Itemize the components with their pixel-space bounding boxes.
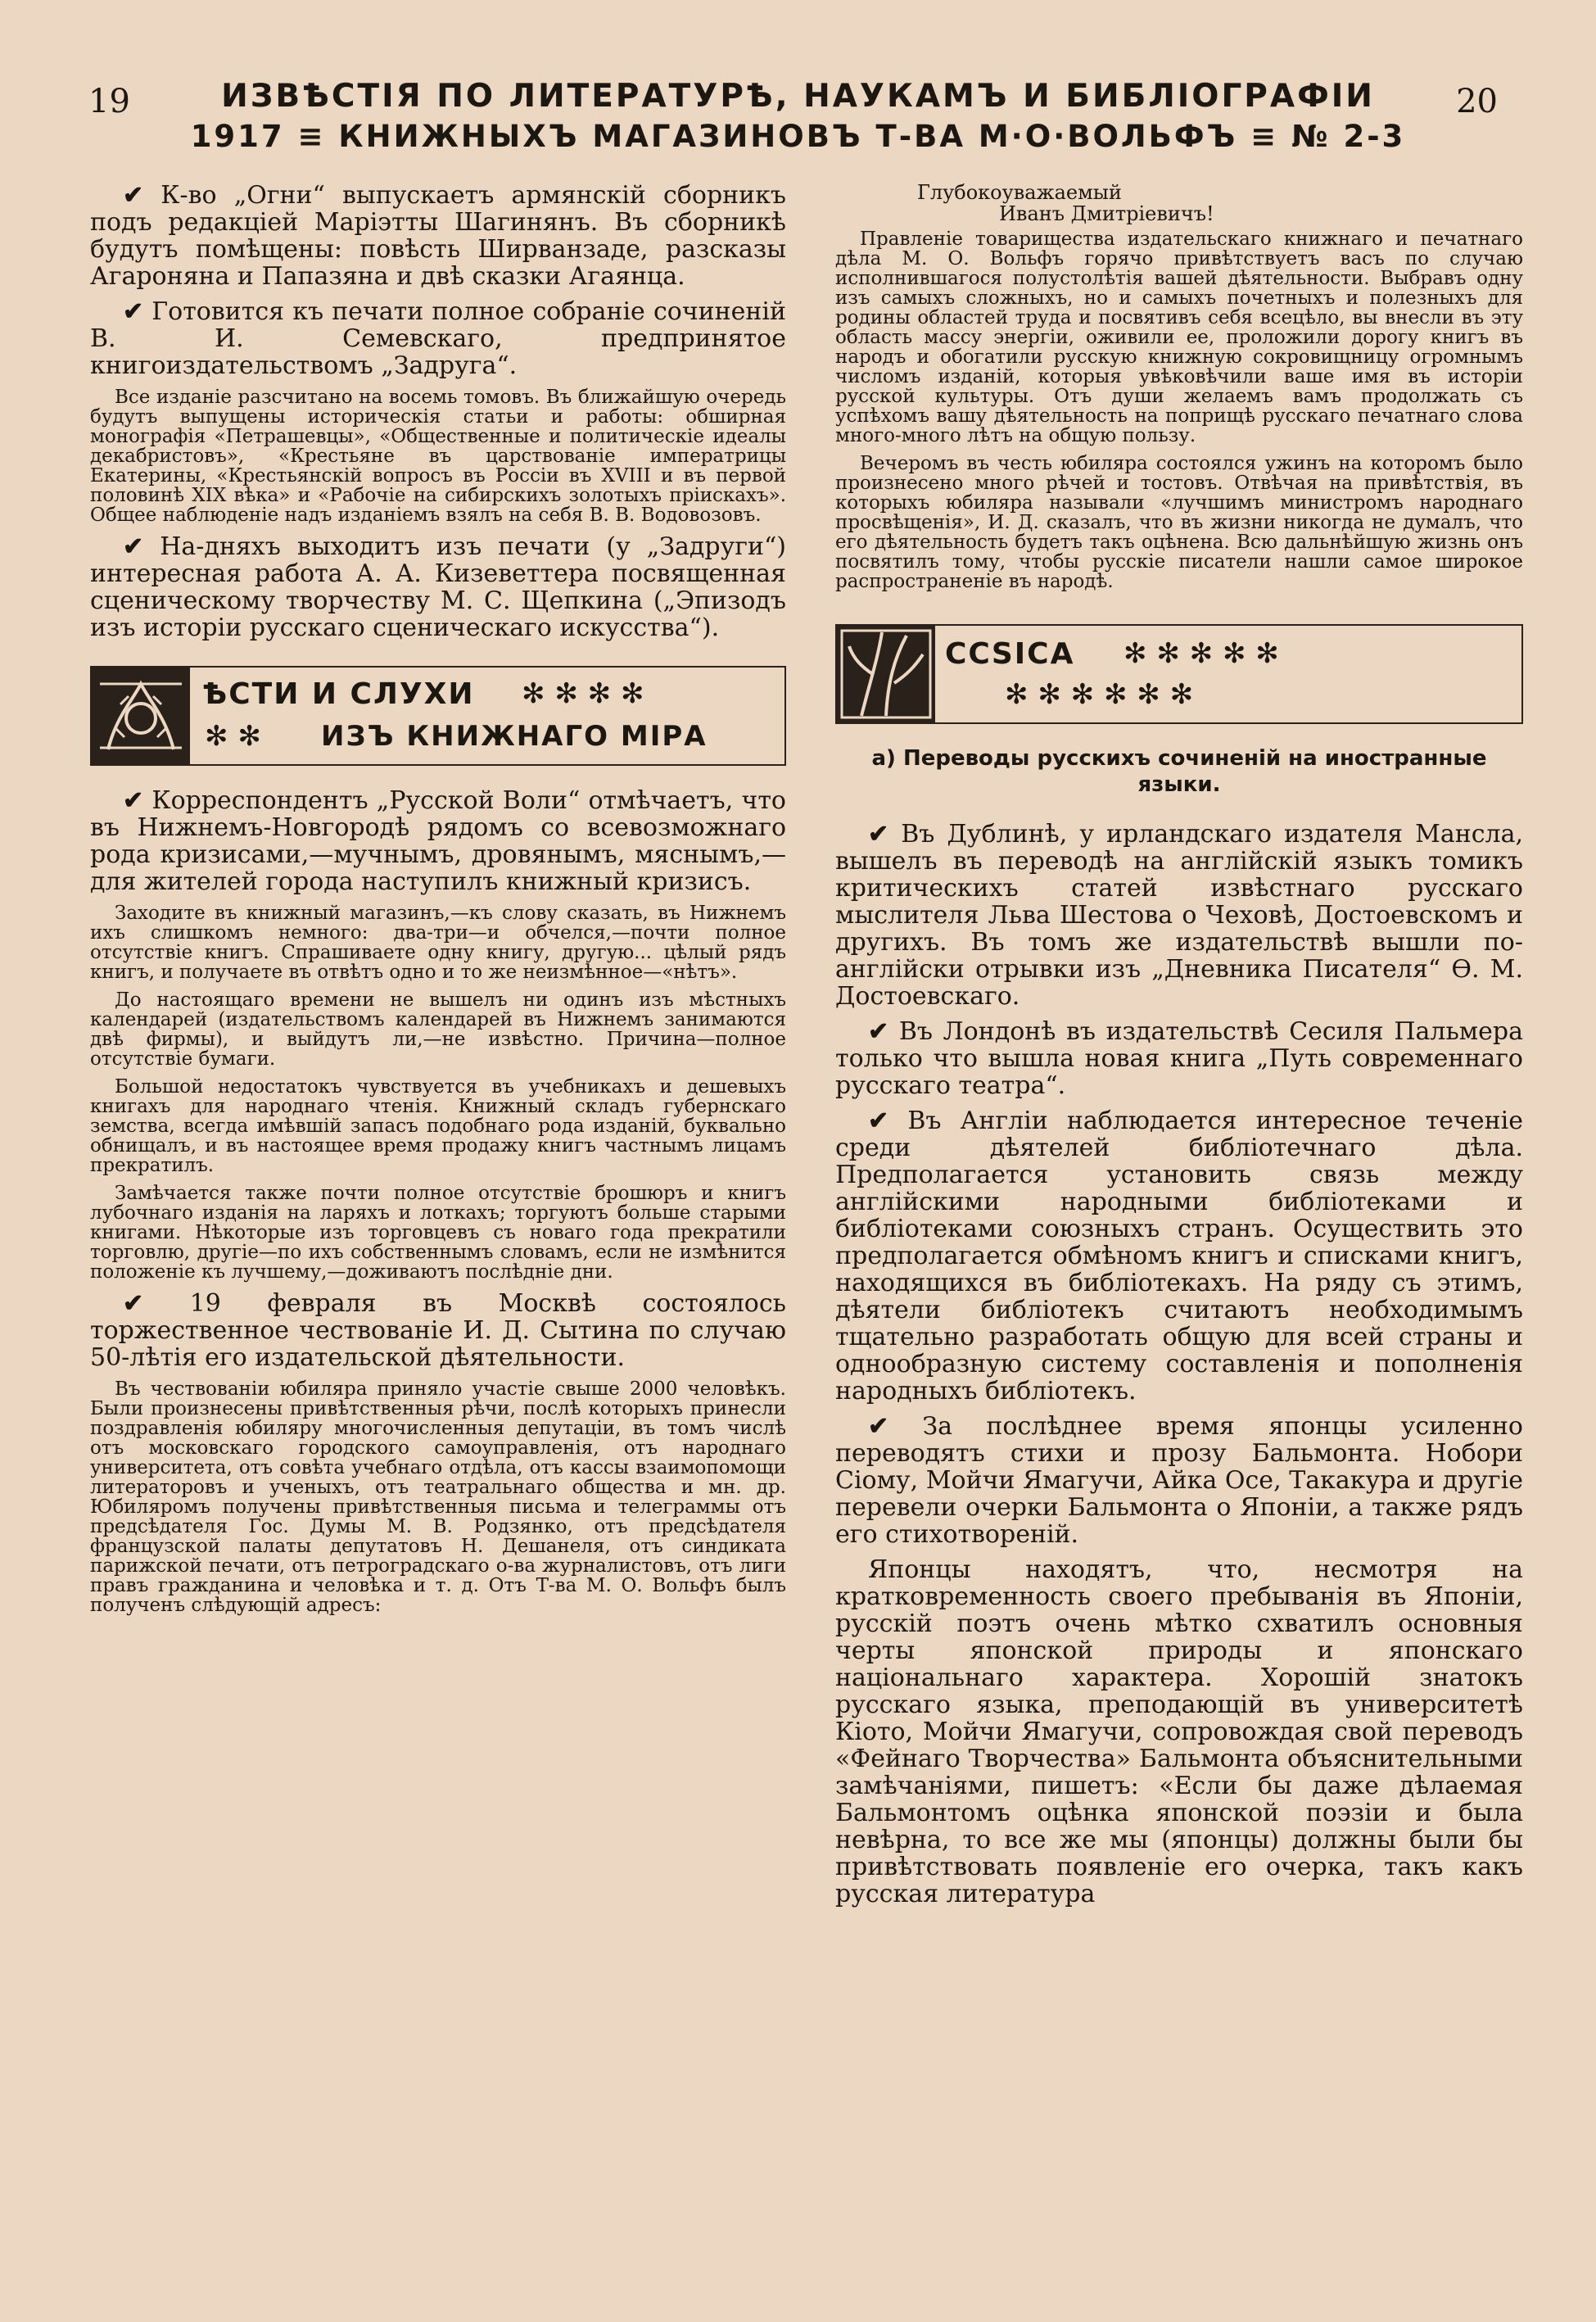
news-item-japan-detail: Японцы находятъ, что, несмотря на кратковременность своего пребыванія въ Японіи, русскій поэтъ очень мѣтко схватилъ основныя черты японской природы и японскаго національнаго характера. Хорошій знатокъ русскаго языка, преподающій въ университетѣ Кіото, Мойчи Ямагучи, сопровождая свой переводъ «Фейнаго Творчества» Бальмонта объяснительными замѣчаніями, пишетъ: «Если бы даже дѣлаемая Бальмонтомъ оцѣнка японской поэзіи и была невѣрна, то все же мы (японцы) должны были бы привѣтствовать появленіе его очерка, такъ какъ русская литература <box>835 1555 1523 1908</box>
news-item-nizhny <box>90 787 786 895</box>
paragraph-mark-icon: ✔ <box>123 532 144 561</box>
news-item-sytin <box>90 1290 786 1371</box>
ornament-icon <box>92 668 190 764</box>
news-item-london <box>835 1018 1523 1099</box>
section-banner-foreign <box>835 624 1523 724</box>
news-item-text: Въ Лондонѣ въ издательствѣ Сесиля Пальмера только что вышла новая книга „Путь современнаго русскаго театра“. <box>835 1017 1523 1100</box>
news-item-text: На-дняхъ выходитъ изъ печати (у „Задруги“) интересная работа А. А. Кизеветтера посвященная сценическому творчеству М. С. Щепкина („Эпизодъ изъ исторіи русскаго сценическаго искусства“). <box>90 532 786 642</box>
paragraph-mark-icon: ✔ <box>123 181 144 210</box>
news-item-text: 19 февраля въ Москвѣ состоялось торжественное чествованіе И. Д. Сытина по случаю 50-лѣтія его издательской дѣятельности. <box>90 1289 786 1372</box>
section-banner-news <box>90 666 786 766</box>
page-number-right: 20 <box>1456 83 1498 120</box>
paragraph-mark-icon: ✔ <box>123 1289 144 1318</box>
news-item-detail: До настоящаго времени не вышелъ ни одинъ изъ мѣстныхъ календарей (издательствомъ календарей въ Нижнемъ занимаются двѣ фирмы), и выйдутъ ли,—не извѣстно. Причина—полное отсутствіе бумаги. <box>90 989 786 1070</box>
paragraph-mark-icon: ✔ <box>868 820 889 849</box>
paragraph-mark-icon: ✔ <box>868 1412 889 1441</box>
subsection-heading: а) Переводы русскихъ сочиненій на иностранные языки. <box>871 746 1487 797</box>
news-item-detail: Въ чествованіи юбиляра приняло участіе свыше 2000 человѣкъ. Были произнесены привѣтственныя рѣчи, послѣ которыхъ принесли поздравленія юбиляру многочисленныя депутаціи, въ томъ числѣ отъ московскаго городского самоуправленія, отъ народнаго университета, отъ совѣта учебнаго отдѣла, отъ кассы взаимопомощи литераторовъ и ученыхъ, отъ театральнаго общества и мн. др. Юбиляромъ получены привѣтственныя письма и телеграммы отъ предсѣдателя Гос. Думы М. В. Родзянко, отъ предсѣдателя французской палаты депутатовъ Н. Дешанеля, отъ синдиката парижской печати, отъ петроградскаго о-ва журналистовъ, отъ лиги правъ гражданина и человѣка и т. д. Отъ Т-ва М. О. Вольфъ былъ полученъ слѣдующій адресъ: <box>90 1378 786 1616</box>
news-item-england <box>835 1107 1523 1405</box>
section-title: ССSICA <box>945 637 1075 671</box>
news-item-text: Корреспондентъ „Русской Воли“ отмѣчаетъ, что въ Нижнемъ-Новгородѣ рядомъ со всевозможнаго рода кризисами,—мучнымъ, дровянымъ, мяснымъ,—для жителей города наступилъ книжный кризисъ. <box>90 786 786 896</box>
decor-stars: ✻ ✻ ✻ ✻ ✻ <box>1124 637 1279 670</box>
news-item-detail: Замѣчается также почти полное отсутствіе брошюръ и книгъ лубочнаго изданія на ларяхъ и лоткахъ; торгуютъ больше старыми книгами. Нѣкоторые изъ торговцевъ съ новаго года прекратили торговлю, другіе—по ихъ собственнымъ словамъ, если не измѣнится положеніе къ лучшему,—доживаютъ послѣдніе дни. <box>90 1183 786 1283</box>
news-item-text: К-во „Огни“ выпускаетъ армянскій сборникъ подъ редакціей Маріэтты Шагинянъ. Въ сборникѣ будутъ помѣщены: повѣсть Ширванзаде, разсказы Агароняна и Папазяна и двѣ сказки Агаянца. <box>90 181 786 291</box>
left-column <box>90 182 786 1623</box>
news-item-text: Готовится къ печати полное собраніе сочиненій В. И. Семевскаго, предпринятое книгоиздательствомъ „Задруга“. <box>90 297 786 380</box>
right-column <box>835 182 1523 1916</box>
header-title-line2: 1917 ≡ КНИЖНЫХЪ МАГАЗИНОВЪ Т-ВА М·О·ВОЛЬФЪ ≡ № 2-3 <box>190 119 1406 154</box>
header-title-line1: ИЗВѢСТІЯ ПО ЛИТЕРАТУРѢ, НАУКАМЪ И БИБЛІОГРАФІИ <box>221 78 1375 115</box>
letter-salutation: Глубокоуважаемый <box>917 181 1122 204</box>
decor-stars: ✻ ✻ <box>205 720 261 753</box>
page-number-left: 19 <box>88 83 130 120</box>
page-header <box>0 78 1596 168</box>
section-title-line1: ѢСТИ И СЛУХИ <box>202 677 475 711</box>
news-item-text: Въ Дублинѣ, у ирландскаго издателя Мансла, вышелъ въ переводѣ на англійскій языкъ томикъ критическихъ статей извѣстнаго русскаго мыслителя Льва Шестова о Чеховѣ, Достоевскомъ и другихъ. Въ томъ же издательствѣ вышли по-англійски отрывки изъ „Дневника Писателя“ Ѳ. М. Достоевскаго. <box>835 820 1523 1011</box>
paragraph-mark-icon: ✔ <box>123 786 144 815</box>
news-item-detail: Вечеромъ въ честь юбиляра состоялся ужинъ на которомъ было произнесено много рѣчей и тостовъ. Отвѣчая на привѣтствія, въ которыхъ юбиляра называли «лучшимъ министромъ народнаго просвѣщенія», И. Д. сказалъ, что въ жизни никогда не думалъ, что его дѣятельность будетъ такъ оцѣнена. Всю дальнѣйшую жизнь онъ посвятилъ тому, чтобы русскіе писатели нашли самое широкое распространеніе въ народѣ. <box>835 453 1523 592</box>
news-item-detail: Заходите въ книжный магазинъ,—къ слову сказать, въ Нижнемъ ихъ слишкомъ немного: два-три—и обчелся,—почти полное отсутствіе книгъ. Спрашиваете одну книгу, другую... цѣлый рядъ книгъ, и получаете въ отвѣтъ одно и то же неизмѣнное—«нѣтъ». <box>90 903 786 983</box>
decor-stars: ✻ ✻ ✻ ✻ ✻ ✻ <box>1005 678 1194 711</box>
news-item-dublin <box>835 821 1523 1010</box>
section-title-line2: ИЗЪ КНИЖНАГО МІРА <box>321 720 708 753</box>
news-item-text: За послѣднее время японцы усиленно переводятъ стихи и прозу Бальмонта. Нобори Сіому, Мойчи Ямагучи, Айка Осе, Такакура и другіе перевели очерки Бальмонта о Японіи, а также рядъ его стихотвореній. <box>835 1412 1523 1549</box>
news-item-semevsky <box>90 298 786 379</box>
news-item-japan <box>835 1413 1523 1548</box>
paragraph-mark-icon: ✔ <box>868 1107 889 1135</box>
decor-stars: ✻ ✻ ✻ ✻ <box>522 677 644 710</box>
news-item-detail: Все изданіе разсчитано на восемь томовъ. Въ ближайшую очередь будутъ выпущены историческія статьи и работы: обширная монографія «Петрашевцы», «Общественные и политическіе идеалы декабристовъ», «Крестьяне въ царствованіе императрицы Екатерины, «Крестьянскій вопросъ въ Россіи въ XVIII и въ первой половинѣ XIX вѣка» и «Рабочіе на сибирскихъ золотыхъ пріискахъ». Общее наблюденіе надъ изданіемъ взялъ на себя В. В. Водовозовъ. <box>90 387 786 526</box>
news-item-kizevetter <box>90 533 786 641</box>
letter-salutation: Иванъ Дмитріевичъ! <box>999 202 1214 225</box>
paragraph-mark-icon: ✔ <box>868 1017 889 1046</box>
letter-body: Правленіе товарищества издательскаго книжнаго и печатнаго дѣла М. О. Вольфъ горячо привѣтствуетъ васъ по случаю исполнившагося полустолѣтія вашей дѣятельности. Выбравъ одну изъ самыхъ сложныхъ, но и самыхъ почетныхъ и полезныхъ для родины областей труда и посвятивъ себя всецѣло, вы внесли въ эту область массу энергіи, оживили ее, проложили дорогу книгъ въ народъ и обогатили русскую книжную сокровищницу огромнымъ числомъ изданій, которыя увѣковѣчили ваше имя въ исторіи русской культуры. Отъ души желаемъ вамъ продолжать съ успѣхомъ вашу дѣятельность на поприщѣ русскаго печатнаго слова много-много лѣтъ на общую пользу. <box>835 229 1523 446</box>
news-item-text: Въ Англіи наблюдается интересное теченіе среди дѣятелей библіотечнаго дѣла. Предполагается установить связь между англійскими народными библіотеками и библіотеками союзныхъ странъ. Осуществить это предполагается обмѣномъ книгъ и списками книгъ, находящихся въ библіотекахъ. На ряду съ этимъ, дѣятели библіотекъ считаютъ необходимымъ тщательно разработать общую для всей страны и однообразную систему составленія и пополненія народныхъ библіотекъ. <box>835 1107 1523 1405</box>
news-item-detail: Большой недостатокъ чувствуется въ учебникахъ и дешевыхъ книгахъ для народнаго чтенія. Книжный складъ губернскаго земства, всегда имѣвшій запасъ подобнаго рода изданій, буквально обнищалъ, и въ настоящее время продажу книгъ частнымъ лицамъ прекратилъ. <box>90 1076 786 1176</box>
news-item-ogni <box>90 182 786 290</box>
paragraph-mark-icon: ✔ <box>123 297 144 326</box>
ornament-icon <box>837 626 935 722</box>
